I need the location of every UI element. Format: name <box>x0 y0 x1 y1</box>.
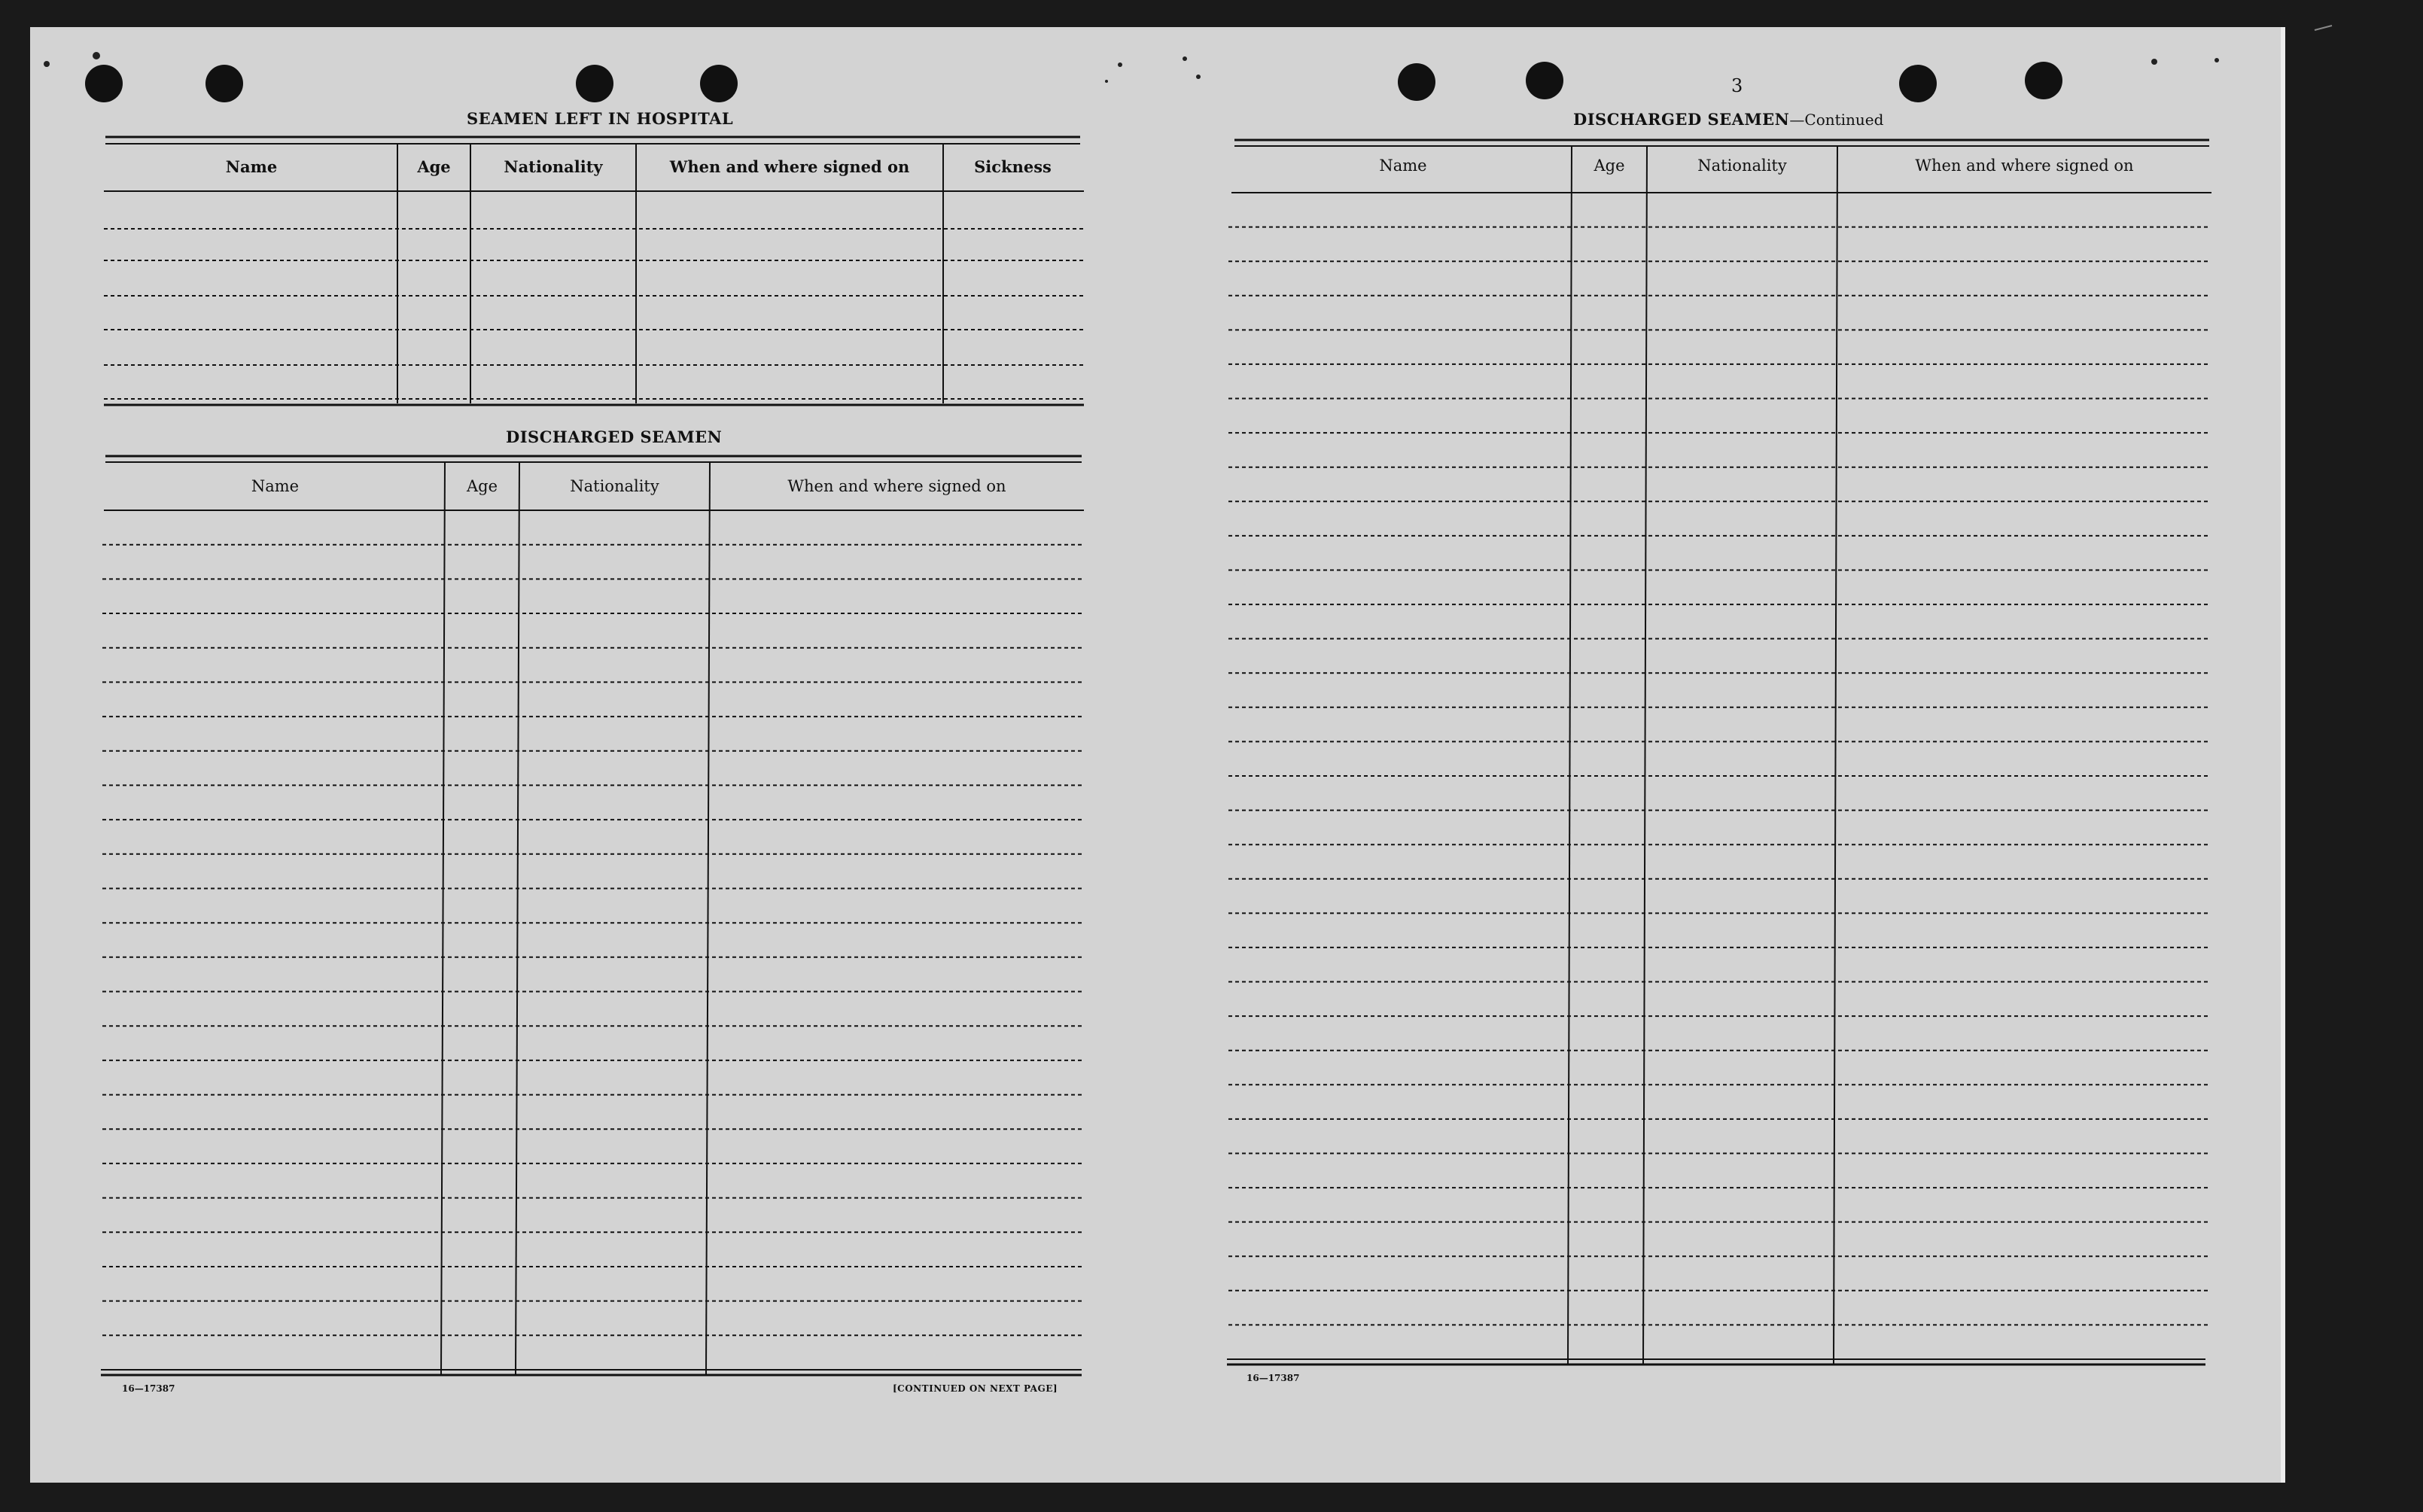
discharged-col-signed-on: When and where signed on <box>787 477 1006 495</box>
right-col-signed-on: When and where signed on <box>1915 157 2134 175</box>
discharged-continued-suffix: —Continued <box>1789 111 1884 129</box>
discharged-col-age: Age <box>466 477 498 495</box>
discharged-continued-title-main: DISCHARGED SEAMEN <box>1573 110 1790 129</box>
hospital-col-name: Name <box>225 157 278 176</box>
discharged-section-title: DISCHARGED SEAMEN <box>506 427 723 446</box>
discharged-col-name: Name <box>251 477 300 495</box>
right-col-age: Age <box>1594 157 1625 175</box>
left-form-number: 16—17387 <box>122 1383 175 1394</box>
page-number: 3 <box>1731 75 1743 96</box>
hospital-col-sickness: Sickness <box>974 157 1052 176</box>
discharged-continued-title <box>1573 110 1883 129</box>
right-form-number: 16—17387 <box>1247 1373 1300 1383</box>
right-col-name: Name <box>1379 157 1427 175</box>
hospital-col-age: Age <box>417 157 451 176</box>
continued-note: [CONTINUED ON NEXT PAGE] <box>893 1383 1058 1394</box>
hospital-col-nationality: Nationality <box>504 157 603 176</box>
hospital-col-signed-on: When and where signed on <box>669 157 910 176</box>
hospital-section-title: SEAMEN LEFT IN HOSPITAL <box>467 109 734 128</box>
discharged-col-nationality: Nationality <box>570 477 659 495</box>
right-col-nationality: Nationality <box>1697 157 1787 175</box>
